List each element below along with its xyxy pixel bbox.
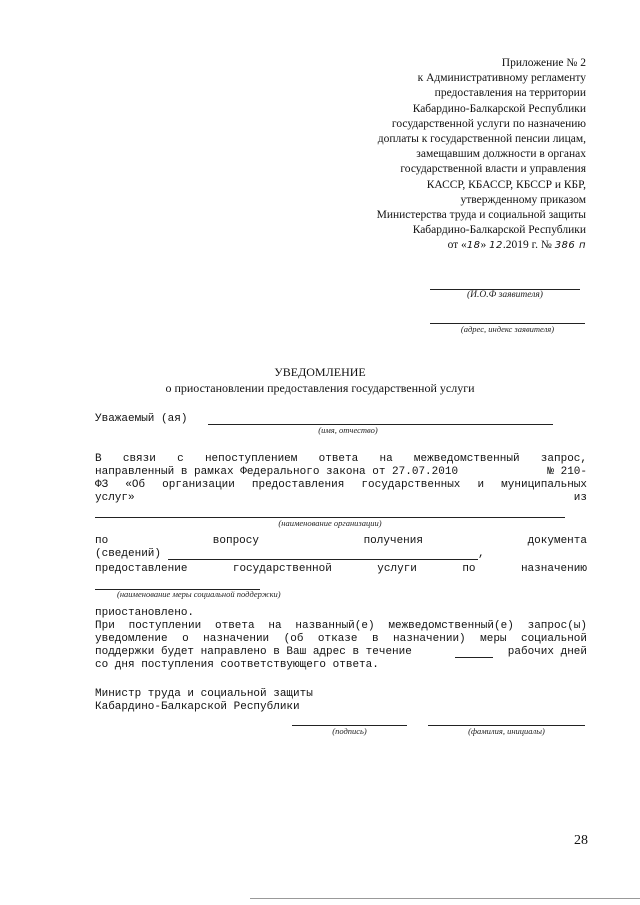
document-subtitle: о приостановлении предоставления государственной услуги [165, 381, 475, 395]
header-line: государственной услуги по назначению [391, 117, 586, 130]
order-date-line: от «18» 12.2019 г. № 386 п [447, 239, 586, 252]
header-line: государственной власти и управления [400, 163, 586, 176]
body-p3-line4-b: рабочих дней [507, 646, 587, 658]
header-line: Министерства труда и социальной защиты [376, 209, 586, 222]
body-p2-line1: по вопросу получения документа [95, 535, 587, 547]
header-line: замещавшим должности в органах [416, 148, 586, 161]
header-line: КАССР, КБАССР, КБССР и КБР, [426, 178, 586, 191]
measure-caption: (наименование меры социальной поддержки) [117, 589, 281, 599]
body-p3-line2: При поступлении ответа на названный(е) межведомственный(е) запрос(ы) [95, 620, 587, 632]
signatory-line1: Министр труда и социальной защиты [95, 688, 313, 700]
document-title: УВЕДОМЛЕНИЕ [274, 365, 366, 379]
header-line: к Административному регламенту [417, 72, 586, 85]
salutation-caption: (имя, отчество) [318, 425, 378, 435]
signatory-name-caption: (фамилия, инициалы) [468, 726, 545, 736]
body-p3-line5: со дня поступления соответствующего ответа. [95, 659, 379, 671]
body-p1-line4: услуг» из [95, 492, 587, 504]
body-p3-line3: уведомление о назначении (об отказе в назначении) меры социальной [95, 633, 587, 645]
body-p2-line3: предоставление государственной услуги по назначению [95, 563, 587, 575]
body-p2-comma: , [478, 548, 485, 560]
scan-edge-line [250, 898, 640, 899]
document-info-line [168, 559, 478, 560]
header-line: утвержденному приказом [460, 193, 586, 206]
body-p1-line1: В связи с непоступлением ответа на межведомственный запрос, [95, 453, 587, 465]
page-number: 28 [574, 833, 588, 848]
order-day: 18 [466, 240, 481, 252]
organization-caption: (наименование организации) [278, 518, 382, 528]
applicant-name-caption: (И.О.Ф заявителя) [467, 290, 543, 300]
body-p1-line3: ФЗ «Об организации предоставления государственных и муниципальных [95, 479, 587, 491]
body-p3-line1: приостановлено. [95, 607, 195, 619]
header-line: Кабардино-Балкарской Республики [412, 102, 586, 115]
order-month: 12 [489, 240, 503, 252]
days-count-line [455, 657, 493, 658]
header-line: предоставления на территории [434, 87, 586, 100]
applicant-address-caption: (адрес, индекс заявителя) [460, 324, 555, 334]
header-line: Кабардино-Балкарской Республики [412, 224, 586, 237]
salutation-label: Уважаемый (ая) [95, 413, 188, 425]
header-line: доплаты к государственной пенсии лицам, [377, 133, 586, 146]
body-p1-line2: направленный в рамках Федерального закона от 27.07.2010 № 210- [95, 466, 587, 478]
order-number: 386 п [554, 240, 586, 252]
signature-caption: (подпись) [332, 726, 367, 736]
signatory-line2: Кабардино-Балкарской Республики [95, 701, 300, 713]
body-p3-line4-a: поддержки будет направлено в Ваш адрес в течение [95, 646, 412, 658]
body-p2-line2-label: (сведений) [95, 548, 162, 560]
header-line: Приложение № 2 [501, 57, 586, 69]
appendix-header [286, 56, 586, 254]
